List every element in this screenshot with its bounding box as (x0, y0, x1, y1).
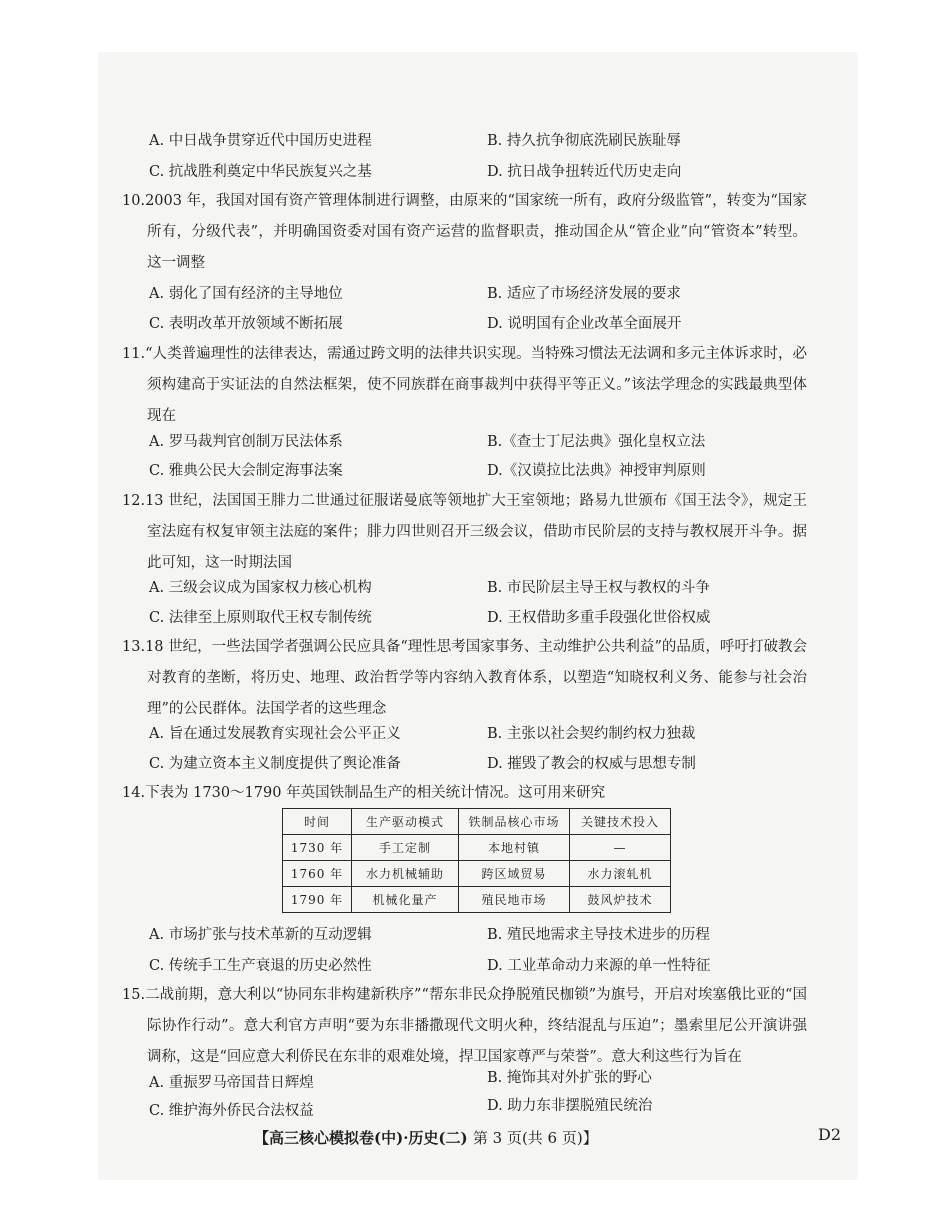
q11-option-c: C. 雅典公民大会制定海事法案 (149, 463, 343, 479)
table-cell: 本地村镇 (459, 835, 570, 861)
table-cell: 1760 年 (283, 861, 352, 887)
q11-option-a: A. 罗马裁判官创制万民法体系 (149, 434, 343, 450)
q10-option-c: C. 表明改革开放领域不断拓展 (149, 316, 343, 332)
q15-option-d: D. 助力东非摆脱殖民统治 (487, 1098, 653, 1114)
table-cell: 殖民地市场 (459, 887, 570, 913)
q14-option-c: C. 传统手工生产衰退的历史必然性 (149, 958, 372, 974)
table-header: 时间 (283, 809, 352, 835)
q12-option-c: C. 法律至上原则取代王权专制传统 (149, 610, 372, 626)
q11-option-b: B.《查士丁尼法典》强化皇权立法 (487, 434, 706, 450)
q12-option-d: D. 王权借助多重手段强化世俗权威 (487, 610, 711, 626)
iron-production-table (282, 808, 671, 913)
table-cell: 鼓风炉技术 (570, 887, 671, 913)
q10-option-b: B. 适应了市场经济发展的要求 (487, 286, 681, 302)
q13-option-a: A. 旨在通过发展教育实现社会公平正义 (149, 726, 401, 742)
table-row (283, 861, 671, 887)
q10-stem: 10.2003 年，我国对国有资产管理体制进行调整，由原来的“国家统一所有，政府分级监管”，转变为“国家所有，分级代表”，并明确国资委对国有资产运营的监督职责，推动国企从“管企业”向“管资本”转型。这一调整 (122, 193, 807, 271)
q13-option-b: B. 主张以社会契约制约权力独裁 (487, 726, 696, 742)
q14-option-b: B. 殖民地需求主导技术进步的历程 (487, 927, 710, 943)
q15-option-b: B. 掩饰其对外扩张的野心 (487, 1070, 652, 1086)
q14-stem: 14.下表为 1730～1790 年英国铁制品生产的相关统计情况。这可用来研究 (122, 785, 606, 801)
q10-option-d: D. 说明国有企业改革全面展开 (487, 316, 682, 332)
q13-option-d: D. 摧毁了教会的权威与思想专制 (487, 756, 696, 772)
q13-stem: 13.18 世纪，一些法国学者强调公民应具备“理性思考国家事务、主动维护公共利益”的品质，呼吁打破教会对教育的垄断，将历史、地理、政治哲学等内容纳入教育体系，以塑造“知晓权利义务、能参与社会治理”的公民群体。法国学者的这些理念 (122, 639, 807, 717)
table-cell: 水力机械辅助 (352, 861, 459, 887)
q12-number: 12. (122, 493, 146, 509)
q15-stem: 15.二战前期，意大利以“协同东非构建新秩序”“帮东非民众挣脱殖民枷锁”为旗号，开启对埃塞俄比亚的“国际协作行动”。意大利官方声明“要为东非播撒现代文明火种，终结混乱与压迫”；墨索里尼公开演讲强调称，这是“回应意大利侨民在东非的艰难处境，捍卫国家尊严与荣誉”。意大利这些行为旨在 (122, 987, 807, 1065)
table-header: 关键技术投入 (570, 809, 671, 835)
q9-option-d: D. 抗日战争扭转近代历史走向 (487, 164, 682, 180)
q11-option-d: D.《汉谟拉比法典》神授审判原则 (487, 463, 706, 479)
q14-number: 14. (122, 785, 146, 801)
table-cell: 机械化量产 (352, 887, 459, 913)
q15-option-c: C. 维护海外侨民合法权益 (149, 1103, 314, 1119)
q12-option-b: B. 市民阶层主导王权与教权的斗争 (487, 580, 710, 596)
footer-page: 第 3 页(共 6 页)】 (472, 1129, 598, 1147)
table-row (283, 887, 671, 913)
q15-option-a: A. 重振罗马帝国昔日辉煌 (149, 1075, 314, 1091)
q10-number: 10. (122, 193, 146, 209)
q15-number: 15. (122, 987, 146, 1003)
table-cell: 手工定制 (352, 835, 459, 861)
q9-option-a: A. 中日战争贯穿近代中国历史进程 (149, 133, 372, 149)
q12-stem: 12.13 世纪，法国国王腓力二世通过征服诺曼底等领地扩大王室领地；路易九世颁布《国王法令》，规定王室法庭有权复审领主法庭的案件；腓力四世则召开三级会议，借助市民阶层的支持与教权展开斗争。据此可知，这一时期法国 (122, 493, 807, 571)
footer-title: 【高三核心模拟卷(中)·历史(二) (254, 1129, 468, 1147)
q12-option-a: A. 三级会议成为国家权力核心机构 (149, 580, 372, 596)
table-header-row (283, 809, 671, 835)
q11-number: 11. (122, 346, 146, 362)
q14-option-d: D. 工业革命动力来源的单一性特征 (487, 958, 711, 974)
q13-option-c: C. 为建立资本主义制度提供了舆论准备 (149, 756, 401, 772)
table-cell: — (570, 835, 671, 861)
q14-option-a: A. 市场扩张与技术革新的互动逻辑 (149, 927, 372, 943)
table-cell: 跨区域贸易 (459, 861, 570, 887)
q9-option-c: C. 抗战胜利奠定中华民族复兴之基 (149, 164, 372, 180)
q13-number: 13. (122, 639, 146, 655)
table-row (283, 835, 671, 861)
table-header: 生产驱动模式 (352, 809, 459, 835)
page-footer (254, 1127, 598, 1148)
table-cell: 1790 年 (283, 887, 352, 913)
q11-stem: 11.“人类普遍理性的法律表达，需通过跨文明的法律共识实现。当特殊习惯法无法调和多元主体诉求时，必须构建高于实证法的自然法框架，使不同族群在商事裁判中获得平等正义。”该法学理念的实践最典型体现在 (122, 346, 807, 424)
table-cell: 1730 年 (283, 835, 352, 861)
q10-option-a: A. 弱化了国有经济的主导地位 (149, 286, 343, 302)
table-cell: 水力滚轧机 (570, 861, 671, 887)
paper-code: D2 (818, 1125, 842, 1144)
q9-option-b: B. 持久抗争彻底洗刷民族耻辱 (487, 133, 681, 149)
table-header: 铁制品核心市场 (459, 809, 570, 835)
